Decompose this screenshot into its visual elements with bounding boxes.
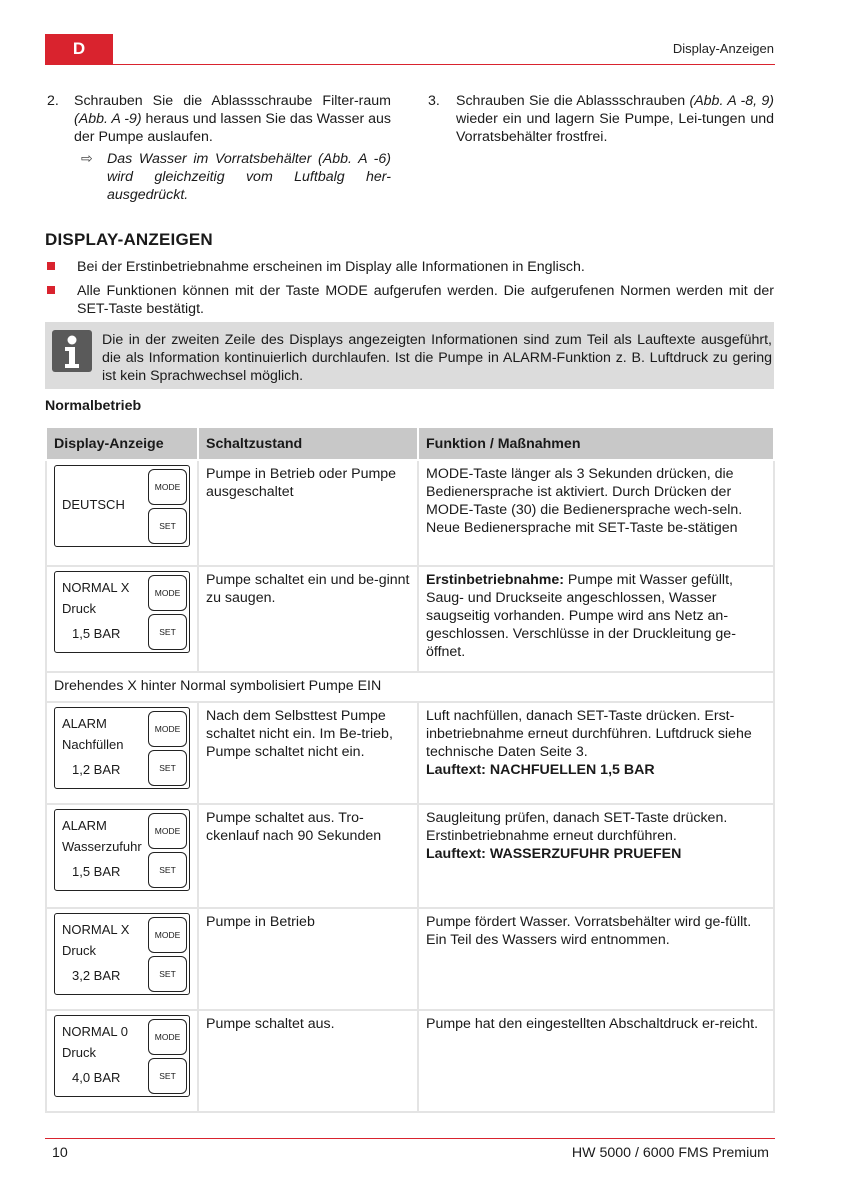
function-cell	[418, 804, 774, 908]
display-line-2: Wasserzufuhr	[62, 839, 142, 854]
display-table	[45, 426, 775, 1113]
subheading-normalbetrieb: Normalbetrieb	[45, 398, 142, 414]
state-cell: Pumpe in Betrieb oder Pumpe ausgeschaltet	[198, 460, 418, 566]
step-3-ref: (Abb. A -8, 9)	[689, 93, 774, 109]
col-header-display: Display-Anzeige	[46, 427, 198, 460]
display-line-1: NORMAL X	[62, 580, 130, 595]
bullet-marker	[47, 262, 55, 270]
display-panel	[54, 707, 190, 789]
step-2-ref: (Abb. A -9)	[74, 111, 142, 127]
bullet-marker	[47, 286, 55, 294]
table-note: Drehendes X hinter Normal symbolisiert Pumpe EIN	[46, 672, 774, 702]
set-button: SET	[148, 614, 187, 650]
step-3-text-b: wieder ein und lagern Sie Pumpe, Lei-tungen und Vorratsbehälter frostfrei.	[456, 111, 774, 145]
set-button: SET	[148, 508, 187, 544]
running-header-title: Display-Anzeigen	[672, 41, 774, 56]
set-button: SET	[148, 1058, 187, 1094]
info-icon	[52, 330, 92, 372]
function-bold-lead: Erstinbetriebnahme:	[426, 572, 564, 588]
table-row	[46, 804, 774, 908]
display-panel	[54, 571, 190, 653]
state-cell: Pumpe schaltet aus. Tro-ckenlauf nach 90 Sekunden	[198, 804, 418, 908]
function-lauftext: Lauftext: WASSERZUFUHR PRUEFEN	[426, 846, 682, 862]
bullet-item-2: Alle Funktionen können mit der Taste MODE aufgerufen werden. Die aufgerufenen Normen werden mit der SET-Taste bestätigt.	[77, 283, 774, 317]
step-3-text	[456, 92, 774, 146]
mode-button: MODE	[148, 575, 187, 611]
function-text: Luft nachfüllen, danach SET-Taste drücken. Erst-inbetriebnahme erneut durchführen. Luftdruck siehe technische Daten Seite 3.	[426, 708, 752, 760]
function-text: Pumpe mit Wasser gefüllt, Saug- und Druckseite angeschlossen, Wasser saugseitig vorhanden. Pumpe wird ans Netz an-geschlossen. Verschlüsse in der Druckleitung ge-öffnet.	[426, 572, 736, 660]
display-panel	[54, 809, 190, 891]
table-note-row	[46, 672, 774, 702]
display-cell	[46, 702, 198, 804]
step-2-number: 2.	[47, 93, 59, 109]
display-panel	[54, 465, 190, 547]
display-line-1: NORMAL X	[62, 922, 130, 937]
mode-button: MODE	[148, 813, 187, 849]
step-2-text	[74, 92, 391, 146]
display-line-2: Druck	[62, 1045, 96, 1060]
function-cell: Pumpe fördert Wasser. Vorratsbehälter wird ge-füllt. Ein Teil des Wassers wird entnommen.	[418, 908, 774, 1010]
set-button: SET	[148, 750, 187, 786]
display-line-3: 1,5 BAR	[72, 864, 121, 879]
display-panel	[54, 1015, 190, 1097]
mode-button: MODE	[148, 1019, 187, 1055]
table-header-row	[46, 427, 774, 460]
display-panel	[54, 913, 190, 995]
display-line-2: Druck	[62, 601, 96, 616]
product-name: HW 5000 / 6000 FMS Premium	[571, 1145, 769, 1161]
display-line-3: 1,5 BAR	[72, 626, 121, 641]
set-button: SET	[148, 852, 187, 888]
step-2-text-b: heraus und lassen Sie das Wasser aus der Pumpe auslaufen.	[74, 111, 392, 145]
section-letter-badge: D	[45, 34, 113, 64]
state-cell: Pumpe schaltet ein und be-ginnt zu saugen.	[198, 566, 418, 672]
function-cell: MODE-Taste länger als 3 Sekunden drücken, die Bedienersprache ist aktiviert. Durch Drücken der MODE-Taste (30) die Bedienersprache wech-seln. Neue Bedienersprache mit SET-Taste be-stätigen	[418, 460, 774, 566]
step-3-text-a: Schrauben Sie die Ablassschrauben	[456, 93, 690, 109]
display-cell	[46, 1010, 198, 1112]
col-header-function: Funktion / Maßnahmen	[418, 427, 774, 460]
mode-button: MODE	[148, 469, 187, 505]
set-button: SET	[148, 956, 187, 992]
table-row	[46, 1010, 774, 1112]
function-text: Saugleitung prüfen, danach SET-Taste drücken. Erstinbetriebnahme erneut durchführen.	[426, 810, 728, 844]
state-cell: Nach dem Selbsttest Pumpe schaltet nicht ein. Im Be-trieb, Pumpe schaltet nicht ein.	[198, 702, 418, 804]
footer-rule	[45, 1138, 775, 1139]
display-line-1: ALARM	[62, 716, 107, 731]
display-cell	[46, 908, 198, 1010]
display-line-1: NORMAL 0	[62, 1024, 128, 1039]
display-line-2: Nachfüllen	[62, 737, 124, 752]
step-2-text-a: Schrauben Sie die Ablassschraube Filter-raum	[74, 93, 391, 109]
info-text: Die in der zweiten Zeile des Displays angezeigten Informationen sind zum Teil als Lauftexte ausgeführt, die als Information kontinuierlich durchlaufen. Ist die Pumpe in ALARM-Funktion z. B. Luftdruck zu gering ist kein Sprachwechsel möglich.	[102, 332, 772, 384]
mode-button: MODE	[148, 917, 187, 953]
step-3-number: 3.	[428, 93, 440, 109]
bullet-item-1: Bei der Erstinbetriebnahme erscheinen im Display alle Informationen in Englisch.	[77, 259, 585, 275]
table-row	[46, 460, 774, 566]
state-cell: Pumpe schaltet aus.	[198, 1010, 418, 1112]
mode-button: MODE	[148, 711, 187, 747]
display-line-3: 4,0 BAR	[72, 1070, 121, 1085]
step-2-result: Das Wasser im Vorratsbehälter (Abb. A -6) wird gleichzeitig vom Luftbalg her-ausgedrückt.	[107, 151, 391, 203]
function-cell: Pumpe hat den eingestellten Abschaltdruck er-reicht.	[418, 1010, 774, 1112]
display-cell	[46, 566, 198, 672]
col-header-state: Schaltzustand	[198, 427, 418, 460]
display-line-1: ALARM	[62, 818, 107, 833]
display-line-3: 3,2 BAR	[72, 968, 121, 983]
header-rule	[45, 64, 775, 65]
display-line: DEUTSCH	[62, 497, 125, 512]
display-cell	[46, 804, 198, 908]
page-number: 10	[52, 1145, 68, 1161]
display-cell	[46, 460, 198, 566]
display-line-3: 1,2 BAR	[72, 762, 121, 777]
table-row	[46, 908, 774, 1010]
result-arrow-icon: ⇨	[81, 151, 93, 167]
function-lauftext: Lauftext: NACHFUELLEN 1,5 BAR	[426, 762, 655, 778]
function-cell	[418, 566, 774, 672]
table-row	[46, 566, 774, 672]
display-line-2: Druck	[62, 943, 96, 958]
section-heading: DISPLAY-ANZEIGEN	[45, 230, 213, 249]
table-row	[46, 702, 774, 804]
function-cell	[418, 702, 774, 804]
state-cell: Pumpe in Betrieb	[198, 908, 418, 1010]
